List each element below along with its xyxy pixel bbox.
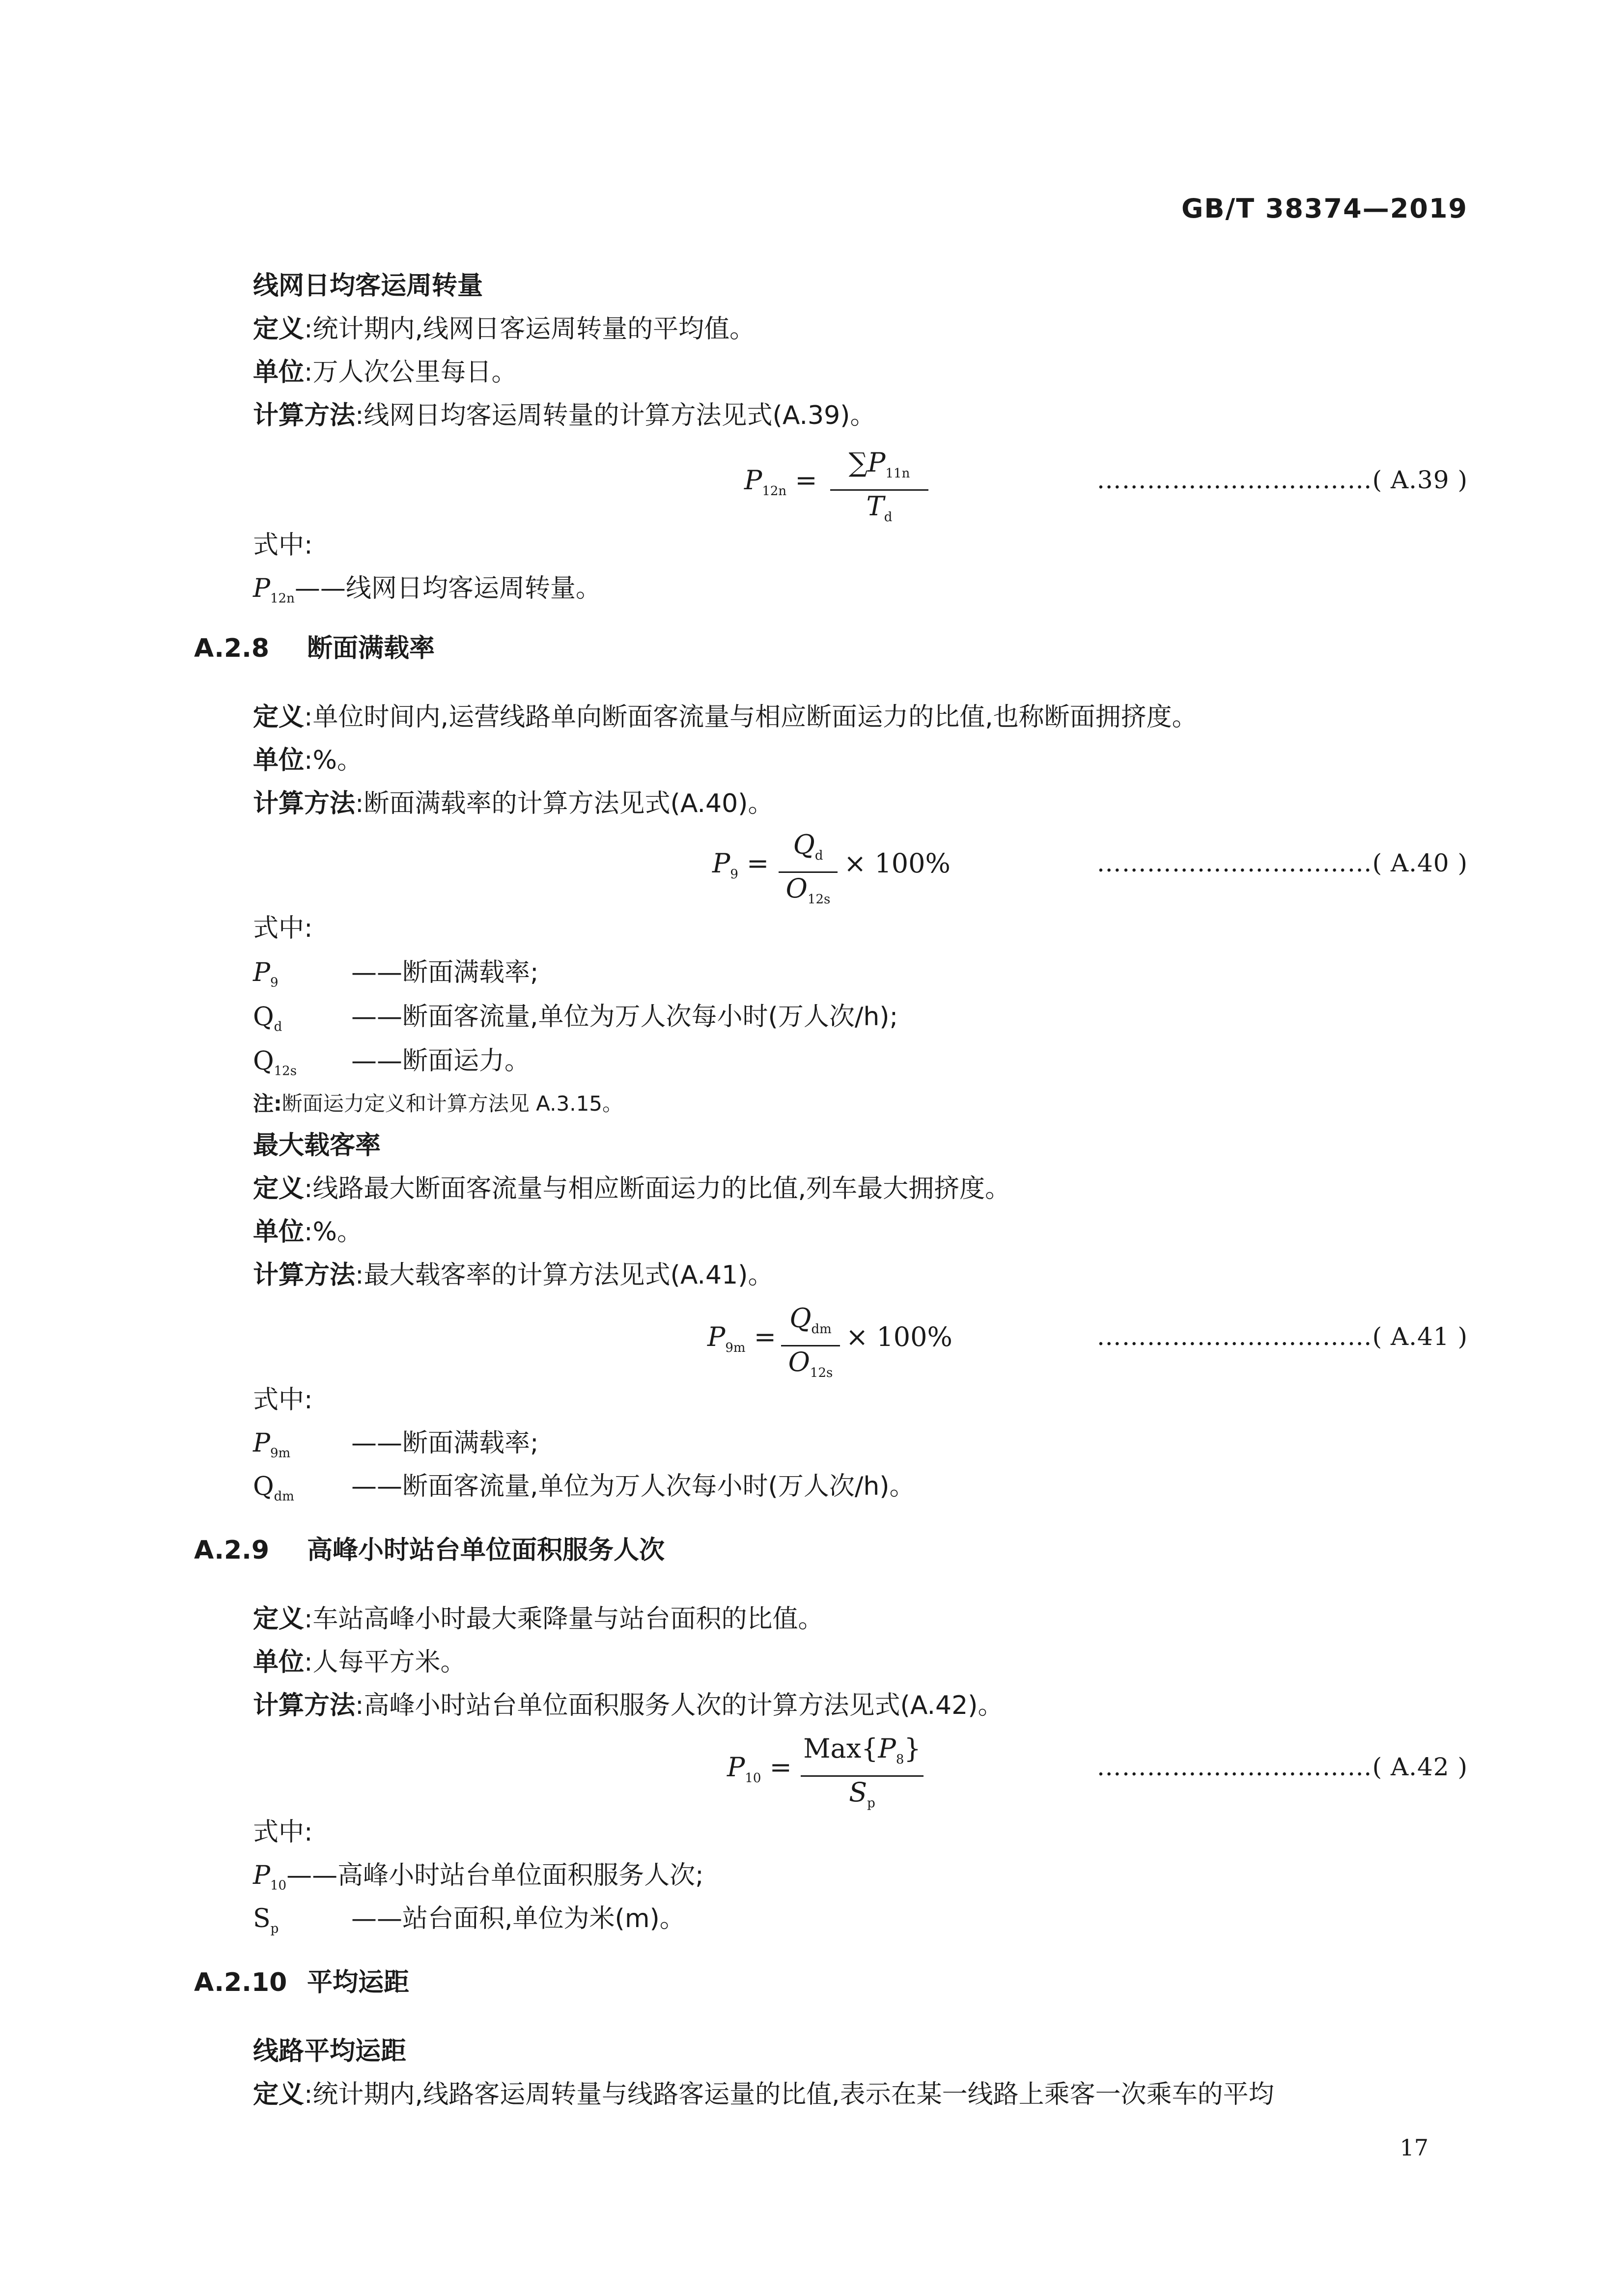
variable-definition: $P_{10}——$高峰小时站台单位面积服务人次; <box>253 1861 704 1893</box>
subsection-title: 最大载客率 <box>253 1131 381 1160</box>
equation-number: ……………………………( A.42 ) <box>1096 1753 1468 1781</box>
document-page: GB/T 38374—2019 线网日均客运周转量 定义:统计期内,线网日客运周转量的平均值。 单位:万人次公里每日。 计算方法:线网日均客运周转量的计算方法见式(A.39)。 $P_{12n}$ = $\sum P_{11n}$ $T_d$ ……………………………( A.39 ) 式中: $P_{12n}——$线网日均客运周转量。 A.2.8 断面满载率 定义:单位时间内,运营线路单向断面客流量与相应断面运力的比值,也称断面拥挤度。 单位:%。 计算方法:断面满载率的计算方法见式(A.40)。 $P_9$ = $Q_d$ $O_{12s}$ × 100% ……………………………( A.40 ) 式中: $P_9$ ——断面满载率; $Q_d$ ——断面客流量,单位为万人次每小时(万人次/h); $Q_{12s}$ ——断面运力。 注:断面运力定义和计算方法见 A.3.15。 最大载客率 定义:线路最大断面客流量与相应断面运力的比值,列车最大拥挤度。 单位:%。 计算方法:最大载客率的计算方法见式(A.41)。 $P_{9m}$ = $Q_{dm}$ $O_{12s}$ × 100% ……………………………( A.41 ) 式中: $P_{9m}$ ——断面满载率; $Q_{dm}$ ——断面客流量,单位为万人次每小时(万人次/h)。 A.2.9 高峰小时站台单位面积服务人次 定义:车站高峰小时最大乘降量与站台面积的比值。 单位:人每平方米。 计算方法:高峰小时站台单位面积服务人次的计算方法见式(A.42)。 $P_{10}$ = $Max\{P_8\}$ $S_p$ ……………………………( A.42 ) 式中: $P_{10}——$高峰小时站台单位面积服务人次; $S_p$ ——站台面积,单位为米(m)。 A.2.10 平均运距 线路平均运距 定义:统计期内,线路客运周转量与线路客运量的比值,表示在某一线路上乘客一次乘车的平均 17 <box>0 0 1624 2295</box>
equation-number: ……………………………( A.40 ) <box>1096 849 1468 877</box>
where-label: 式中: <box>253 914 313 943</box>
unit-line: 单位:人每平方米。 <box>253 1648 466 1677</box>
definition-line: 定义:单位时间内,运营线路单向断面客流量与相应断面运力的比值,也称断面拥挤度。 <box>253 702 1198 732</box>
calculation-line: 计算方法:高峰小时站台单位面积服务人次的计算方法见式(A.42)。 <box>253 1691 1004 1720</box>
definition-line: 定义:线路最大断面客流量与相应断面运力的比值,列车最大拥挤度。 <box>253 1174 1011 1203</box>
section-heading: A.2.10 平均运距 <box>194 1968 410 1997</box>
definition-line: 定义:车站高峰小时最大乘降量与站台面积的比值。 <box>253 1604 824 1634</box>
variable-definition: $Q_{12s}$ ——断面运力。 <box>253 1046 531 1079</box>
variable-definition: $Q_d$ ——断面客流量,单位为万人次每小时(万人次/h); <box>253 1002 898 1035</box>
formula-fraction: $\sum P_{11n}$ $T_d$ <box>830 447 928 533</box>
section-heading: A.2.9 高峰小时站台单位面积服务人次 <box>194 1536 665 1565</box>
where-label: 式中: <box>253 1818 313 1847</box>
section-heading: A.2.8 断面满载率 <box>194 634 435 663</box>
calculation-line: 计算方法:最大载客率的计算方法见式(A.41)。 <box>253 1260 774 1290</box>
note: 注:断面运力定义和计算方法见 A.3.15。 <box>253 1092 623 1116</box>
unit-line: 单位:%。 <box>253 1217 363 1247</box>
definition-label: 定义 <box>253 314 305 344</box>
definition-text: :统计期内,线网日客运周转量的平均值。 <box>304 314 756 344</box>
standard-code: GB/T 38374—2019 <box>1181 193 1468 224</box>
unit-label: 单位 <box>253 358 305 387</box>
variable-definition: $S_p$ ——站台面积,单位为米(m)。 <box>253 1904 685 1936</box>
calculation-label: 计算方法 <box>253 401 356 430</box>
definition-line <box>253 314 755 344</box>
unit-text: :万人次公里每日。 <box>304 358 517 387</box>
variable-definition: $P_{9m}$ ——断面满载率; <box>253 1428 539 1461</box>
unit-line: 单位:%。 <box>253 746 363 775</box>
definition-line: 定义:统计期内,线路客运周转量与线路客运量的比值,表示在某一线路上乘客一次乘车的平均 <box>253 2080 1274 2109</box>
calculation-text: :线网日均客运周转量的计算方法见式(A.39)。 <box>355 401 876 430</box>
subsection-title: 线路平均运距 <box>253 2037 407 2066</box>
equation-number: ……………………………( A.39 ) <box>1096 466 1468 494</box>
formula-lhs: $P_{12n}$ = <box>744 465 817 499</box>
where-label: 式中: <box>253 531 313 560</box>
unit-line <box>253 358 517 387</box>
variable-definition: $P_9$ ——断面满载率; <box>253 958 539 990</box>
calculation-line <box>253 401 875 430</box>
variable-definition: $P_{12n}——$线网日均客运周转量。 <box>253 574 601 606</box>
calculation-line: 计算方法:断面满载率的计算方法见式(A.40)。 <box>253 789 774 818</box>
variable-definition: $Q_{dm}$ ——断面客流量,单位为万人次每小时(万人次/h)。 <box>253 1472 915 1504</box>
page-number: 17 <box>1400 2134 1428 2161</box>
equation-number: ……………………………( A.41 ) <box>1096 1322 1468 1351</box>
subsection-title: 线网日均客运周转量 <box>253 271 483 301</box>
where-label: 式中: <box>253 1385 313 1415</box>
